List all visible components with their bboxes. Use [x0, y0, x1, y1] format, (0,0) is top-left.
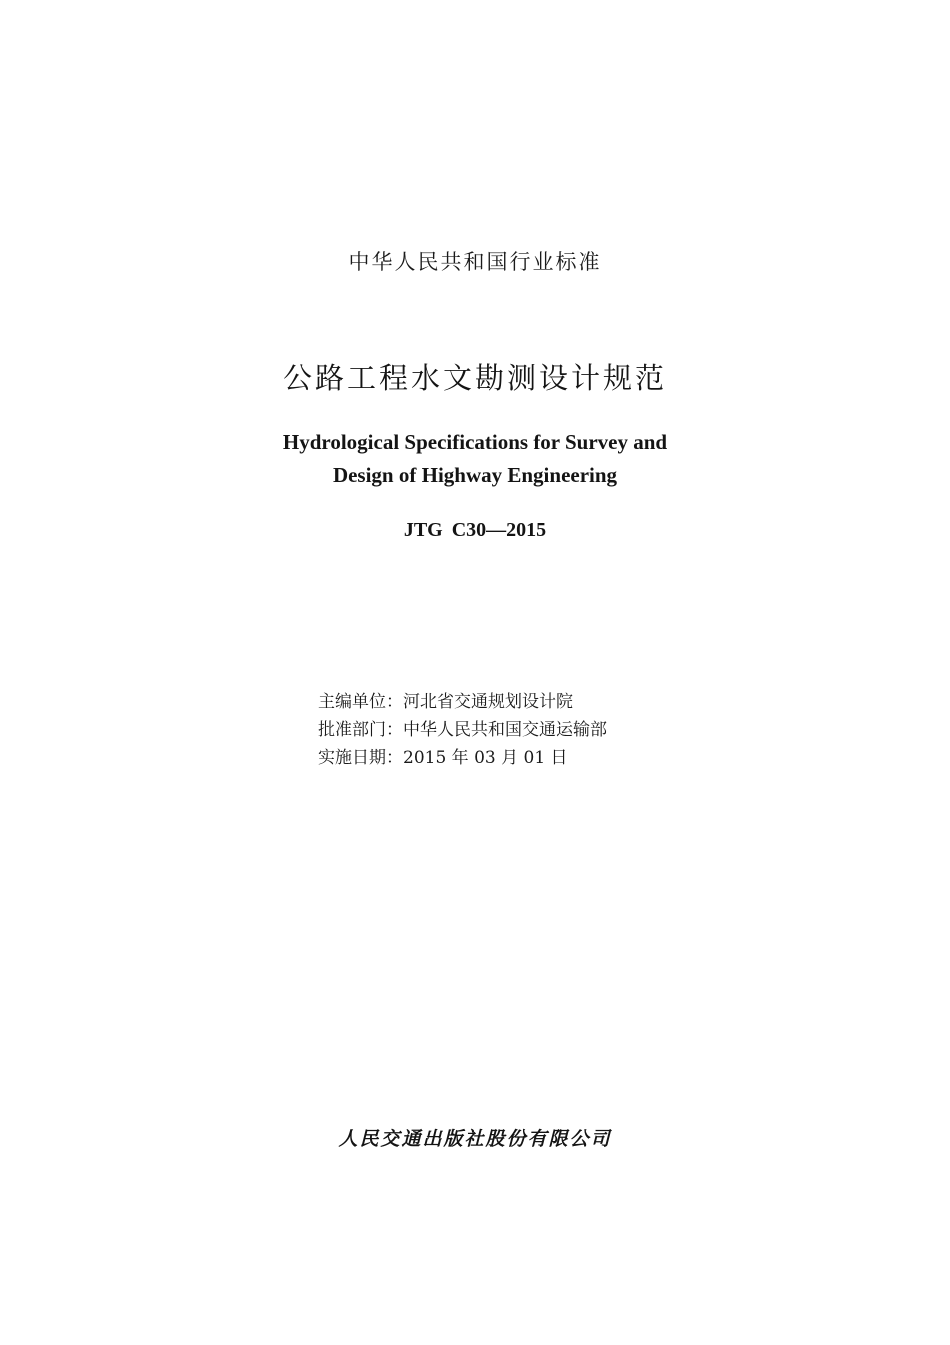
- chinese-title: 公路工程水文勘测设计规范: [282, 361, 667, 395]
- approval-department-row: [318, 716, 607, 744]
- meta-value: 中华人民共和国交通运输部: [403, 720, 607, 740]
- meta-label: 实施日期：: [318, 748, 403, 768]
- english-title-line-1: Hydrological Specifications for Survey and: [282, 430, 668, 454]
- effective-date-row: [318, 744, 607, 772]
- chief-editor-row: [318, 688, 607, 716]
- publication-metadata: [318, 688, 607, 772]
- standard-code: JTG C30—2015: [403, 519, 547, 541]
- standard-category: 中华人民共和国行业标准: [348, 250, 602, 274]
- meta-value: 2015 年 03 月 01 日: [403, 748, 568, 768]
- english-title: [0, 426, 950, 492]
- english-title-line-2: Design of Highway Engineering: [332, 463, 618, 487]
- meta-label: 批准部门：: [318, 720, 403, 740]
- publisher-name: 人民交通出版社股份有限公司: [338, 1128, 612, 1150]
- meta-value: 河北省交通规划设计院: [403, 692, 573, 712]
- meta-label: 主编单位：: [318, 692, 403, 712]
